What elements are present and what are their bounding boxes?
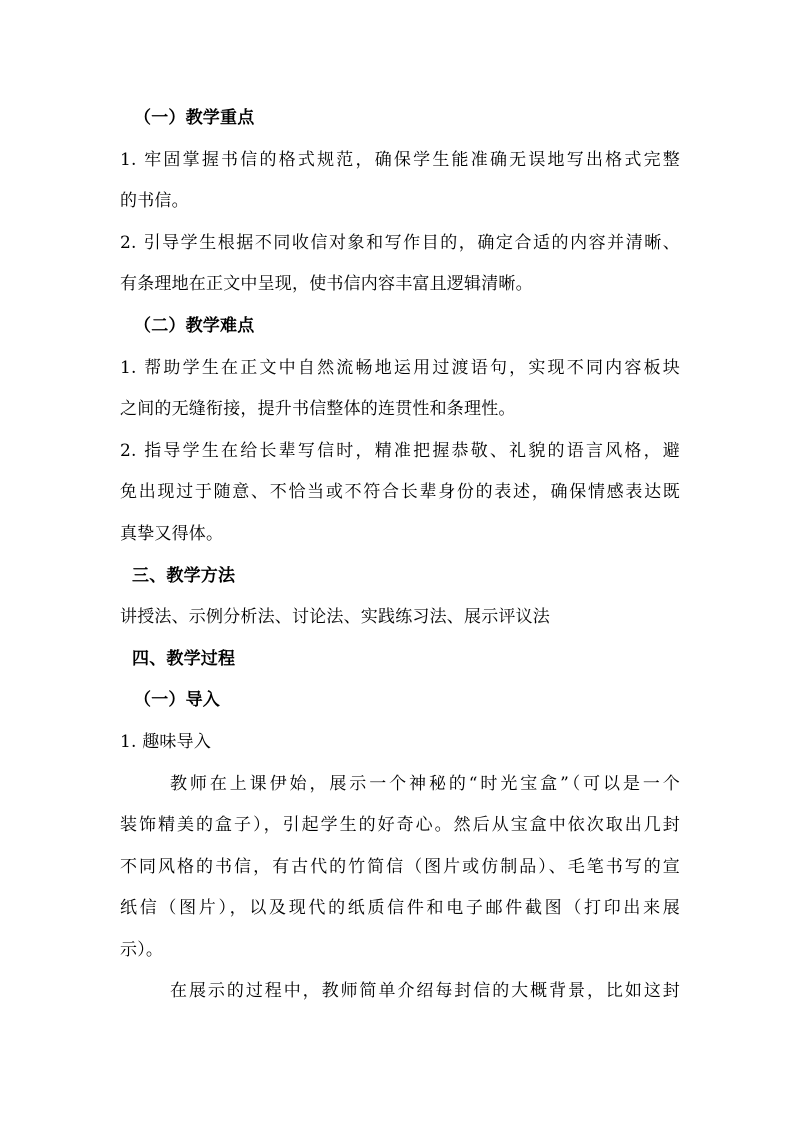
paragraph-line: 免出现过于随意、不恰当或不符合长辈身份的表述，确保情感表达既 (120, 482, 680, 503)
paragraph-line: 不同风格的书信，有古代的竹简信（图片或仿制品）、毛笔书写的宣 (120, 856, 680, 877)
paragraph-line: 2. 指导学生在给长辈写信时，精准把握恭敬、礼貌的语言风格，避 (120, 440, 680, 461)
section-heading-key-points: （一）教学重点 (134, 108, 255, 128)
section-heading-methods: 三、教学方法 (132, 565, 236, 586)
paragraph-line: 装饰精美的盒子），引起学生的好奇心。然后从宝盒中依次取出几封 (120, 815, 680, 836)
paragraph-line: 的书信。 (120, 191, 189, 212)
section-heading-difficulties: （二）教学难点 (134, 315, 255, 336)
list-item-title: 1. 趣味导入 (120, 731, 212, 752)
paragraph-line: 纸信（图片），以及现代的纸质信件和电子邮件截图（打印出来展 (120, 898, 680, 919)
paragraph-line: 有条理地在正文中呈现，使书信内容丰富且逻辑清晰。 (120, 274, 533, 295)
paragraph-line: 在展示的过程中，教师简单介绍每封信的大概背景，比如这封 (170, 981, 680, 1002)
section-heading-process: 四、教学过程 (132, 648, 236, 669)
paragraph-line: 真挚又得体。 (120, 523, 224, 544)
paragraph-line: 讲授法、示例分析法、讨论法、实践练习法、展示评议法 (120, 607, 550, 628)
paragraph-line: 之间的无缝衔接，提升书信整体的连贯性和条理性。 (120, 399, 516, 420)
paragraph-line: 2. 引导学生根据不同收信对象和写作目的，确定合适的内容并清晰、 (120, 232, 680, 253)
paragraph-line: 教师在上课伊始，展示一个神秘的“时光宝盒”（可以是一个 (170, 773, 680, 794)
document-body (120, 98, 680, 1013)
paragraph-line: 示）。 (120, 939, 164, 960)
subsection-heading-intro: （一）导入 (134, 690, 220, 711)
paragraph-line: 1. 帮助学生在正文中自然流畅地运用过渡语句，实现不同内容板块 (120, 357, 680, 378)
paragraph-line: 1. 牢固掌握书信的格式规范，确保学生能准确无误地写出格式完整 (120, 149, 680, 170)
